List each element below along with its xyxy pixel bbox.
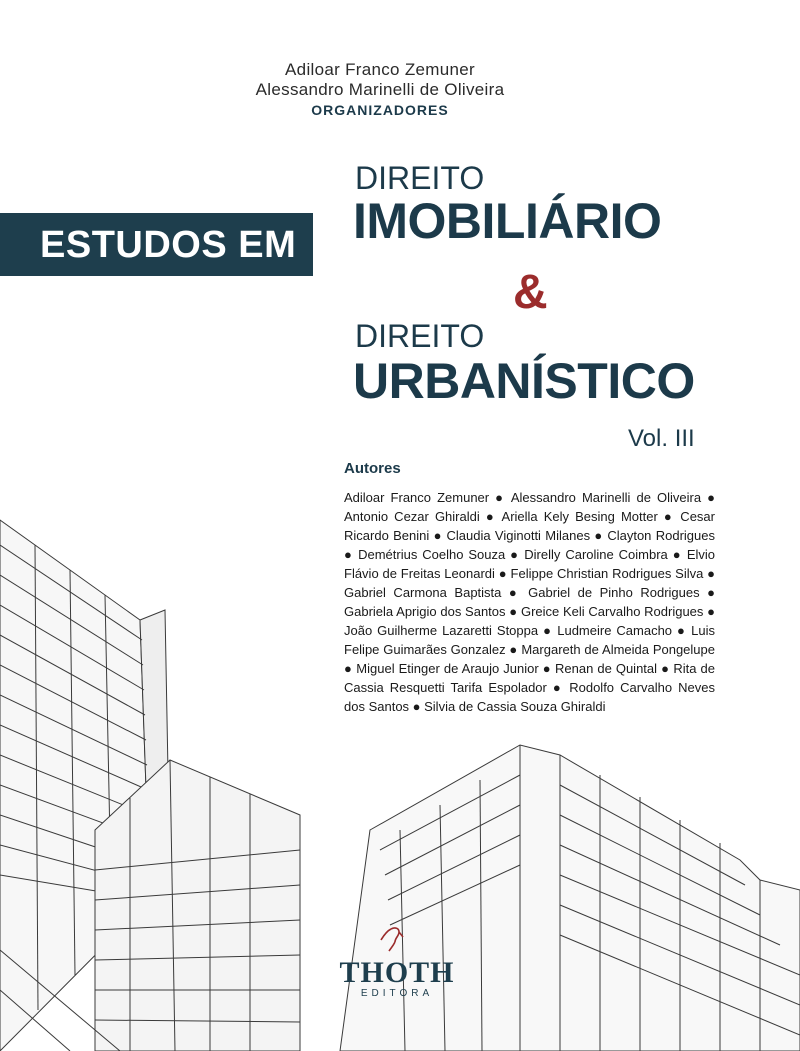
publisher-name: THOTH: [339, 956, 455, 989]
series-banner: [0, 213, 313, 276]
volume-label: Vol. III: [628, 425, 695, 452]
ibis-bird-icon: [377, 925, 417, 953]
publisher-subtitle: EDITORA: [360, 988, 434, 999]
title-line-3: DIREITO: [355, 318, 485, 354]
title-ampersand: &: [513, 266, 548, 319]
publisher-logo: [327, 925, 467, 999]
series-banner-text: ESTUDOS EM: [40, 224, 297, 266]
title-line-1: DIREITO: [355, 160, 485, 196]
organizer-name: Adiloar Franco Zemuner: [285, 60, 475, 79]
organizers-block: [0, 60, 760, 120]
title-line-4: URBANÍSTICO: [353, 353, 695, 409]
title-line-2: IMOBILIÁRIO: [353, 193, 662, 249]
authors-list: Adiloar Franco Zemuner ● Alessandro Marinelli de Oliveira ● Antonio Cezar Ghiraldi ● Ariella Kely Besing Motter ● Cesar Ricardo Benini ● Claudia Viginotti Milanes ● Clayton Rodrigues ● Demétrius Coelho Souza ● Direlly Caroline Coimbra ● Elvio Flávio de Freitas Leonardi ● Felippe Christian Rodrigues Silva ● Gabriel Carmona Baptista ● Gabriel de Pinho Rodrigues ● Gabriela Aprigio dos Santos ● Greice Keli Carvalho Rodrigues ● João Guilherme Lazaretti Stoppa ● Ludmeire Camacho ● Luis Felipe Guimarães Gonzalez ● Margareth de Almeida Pongelupe ● Miguel Etinger de Araujo Junior ● Renan de Quintal ● Rita de Cassia Resquetti Tarifa Espolador ● Rodolfo Carvalho Neves dos Santos ● Silvia de Cassia Souza Ghiraldi: [344, 490, 715, 714]
organizers-role: ORGANIZADORES: [311, 102, 449, 118]
organizer-name: Alessandro Marinelli de Oliveira: [255, 80, 505, 99]
authors-heading: Autores: [344, 460, 401, 477]
